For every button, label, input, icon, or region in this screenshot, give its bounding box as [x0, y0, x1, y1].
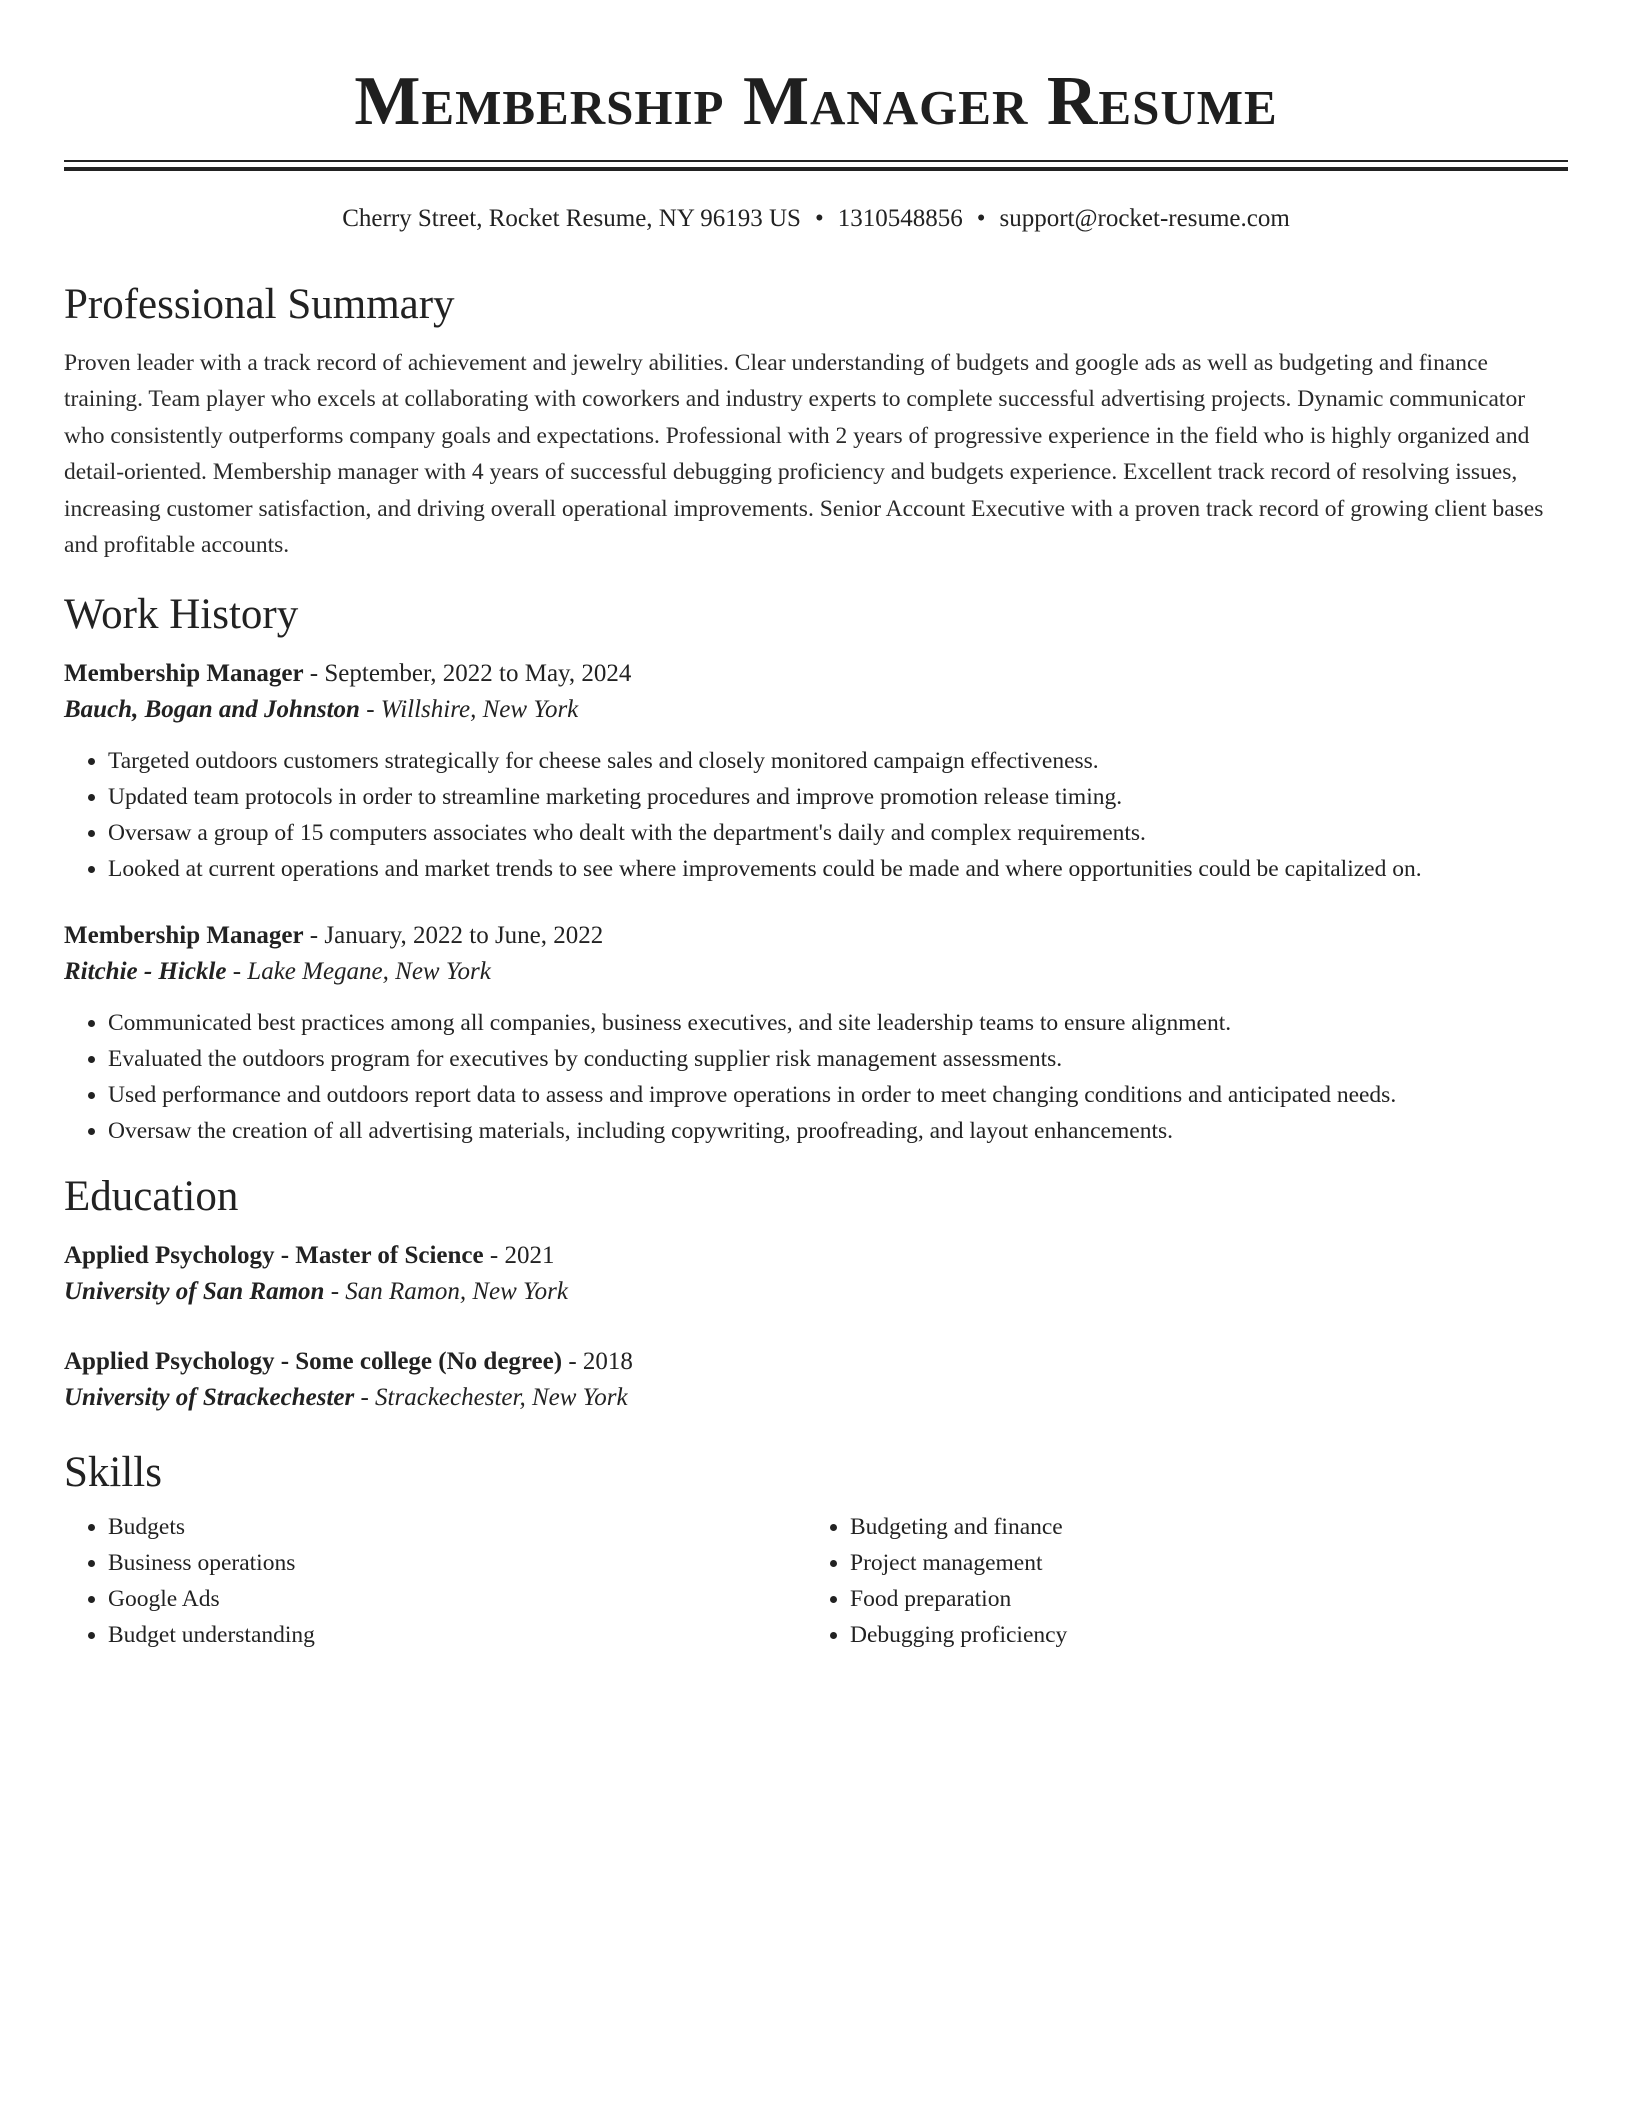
summary-heading: Professional Summary — [64, 281, 455, 328]
skill-item: • Budgets — [108, 1509, 806, 1545]
job-duties-list — [64, 743, 1568, 887]
list-item: • Oversaw a group of 15 computers associates who dealt with the department's daily and complex requirements. — [108, 815, 1568, 851]
job-employer — [64, 953, 1568, 991]
school-name: University of Strackechester — [64, 1384, 355, 1412]
skill-item: • Business operations — [108, 1545, 806, 1581]
job-location: - Lake Megane, New York — [226, 958, 491, 986]
title-divider — [64, 160, 1568, 171]
job-header — [64, 919, 1568, 953]
job-title: Membership Manager — [64, 660, 304, 688]
job-entry — [64, 657, 1568, 887]
list-item: • Looked at current operations and market trends to see where improvements could be made and where opportunities could be capitalized on. — [108, 851, 1568, 887]
skills-list-left — [64, 1509, 806, 1653]
job-employer — [64, 691, 1568, 729]
education-entry — [64, 1239, 1568, 1311]
list-item: • Communicated best practices among all companies, business executives, and site leadership teams to ensure alignment. — [108, 1005, 1568, 1041]
summary-text: Proven leader with a track record of achievement and jewelry abilities. Clear understanding of budgets and google ads as well as budgeting and finance training. Team player who excels at collaborating with coworkers and industry experts to complete successful advertising projects. Dynamic communicator who consistently outperforms company goals and expectations. Professional with 2 years of progressive experience in the field who is highly organized and detail-oriented. Membership manager with 4 years of successful debugging proficiency and budgets experience. Excellent track record of resolving issues, increasing customer satisfaction, and driving overall operational improvements. Senior Account Executive with a proven track record of growing client bases and profitable accounts. — [64, 350, 1544, 559]
contact-phone: 1310548856 — [837, 205, 963, 232]
skills-heading: Skills — [64, 1449, 162, 1497]
skill-item: • Budget understanding — [108, 1617, 806, 1653]
job-dates: - September, 2022 to May, 2024 — [303, 660, 632, 688]
company-name: Bauch, Bogan and Johnston — [64, 696, 360, 724]
education-entry — [64, 1345, 1568, 1417]
education-school — [64, 1379, 1568, 1417]
school-name: University of San Ramon — [64, 1278, 325, 1306]
job-header — [64, 657, 1568, 691]
contact-separator: • — [976, 205, 986, 232]
work-history-heading: Work History — [64, 591, 299, 639]
skill-item: • Project management — [850, 1545, 1548, 1581]
job-dates: - January, 2022 to June, 2022 — [303, 922, 604, 950]
job-title: Membership Manager — [64, 922, 304, 950]
job-entry — [64, 919, 1568, 1149]
skill-item: • Debugging proficiency — [850, 1617, 1548, 1653]
list-item: • Used performance and outdoors report data to assess and improve operations in order to meet changing conditions and anticipated needs. — [108, 1077, 1568, 1113]
education-heading: Education — [64, 1173, 239, 1221]
school-location: - San Ramon, New York — [324, 1278, 568, 1306]
company-name: Ritchie - Hickle — [64, 958, 227, 986]
job-duties-list — [64, 1005, 1568, 1149]
education-header — [64, 1239, 1568, 1273]
skill-item: • Food preparation — [850, 1581, 1548, 1617]
education-header — [64, 1345, 1568, 1379]
page-title: Membership Manager Resume — [354, 63, 1278, 140]
graduation-year: - 2021 — [483, 1242, 555, 1270]
list-item: • Targeted outdoors customers strategically for cheese sales and closely monitored campaign effectiveness. — [108, 743, 1568, 779]
contact-line — [64, 203, 1568, 235]
job-location: - Willshire, New York — [359, 696, 579, 724]
education-school — [64, 1273, 1568, 1311]
contact-separator: • — [814, 205, 824, 232]
degree-name: Applied Psychology - Master of Science — [64, 1242, 484, 1270]
contact-address: Cherry Street, Rocket Resume, NY 96193 US — [342, 205, 801, 232]
degree-name: Applied Psychology - Some college (No degree) — [64, 1348, 563, 1376]
list-item: • Evaluated the outdoors program for executives by conducting supplier risk management assessments. — [108, 1041, 1568, 1077]
contact-email: support@rocket-resume.com — [999, 205, 1290, 232]
skills-grid — [64, 1509, 1568, 1653]
skill-item: • Google Ads — [108, 1581, 806, 1617]
graduation-year: - 2018 — [562, 1348, 633, 1376]
list-item: • Oversaw the creation of all advertising materials, including copywriting, proofreading, and layout enhancements. — [108, 1113, 1568, 1149]
school-location: - Strackechester, New York — [354, 1384, 628, 1412]
list-item: • Updated team protocols in order to streamline marketing procedures and improve promotion release timing. — [108, 779, 1568, 815]
skills-list-right — [806, 1509, 1548, 1653]
skill-item: • Budgeting and finance — [850, 1509, 1548, 1545]
